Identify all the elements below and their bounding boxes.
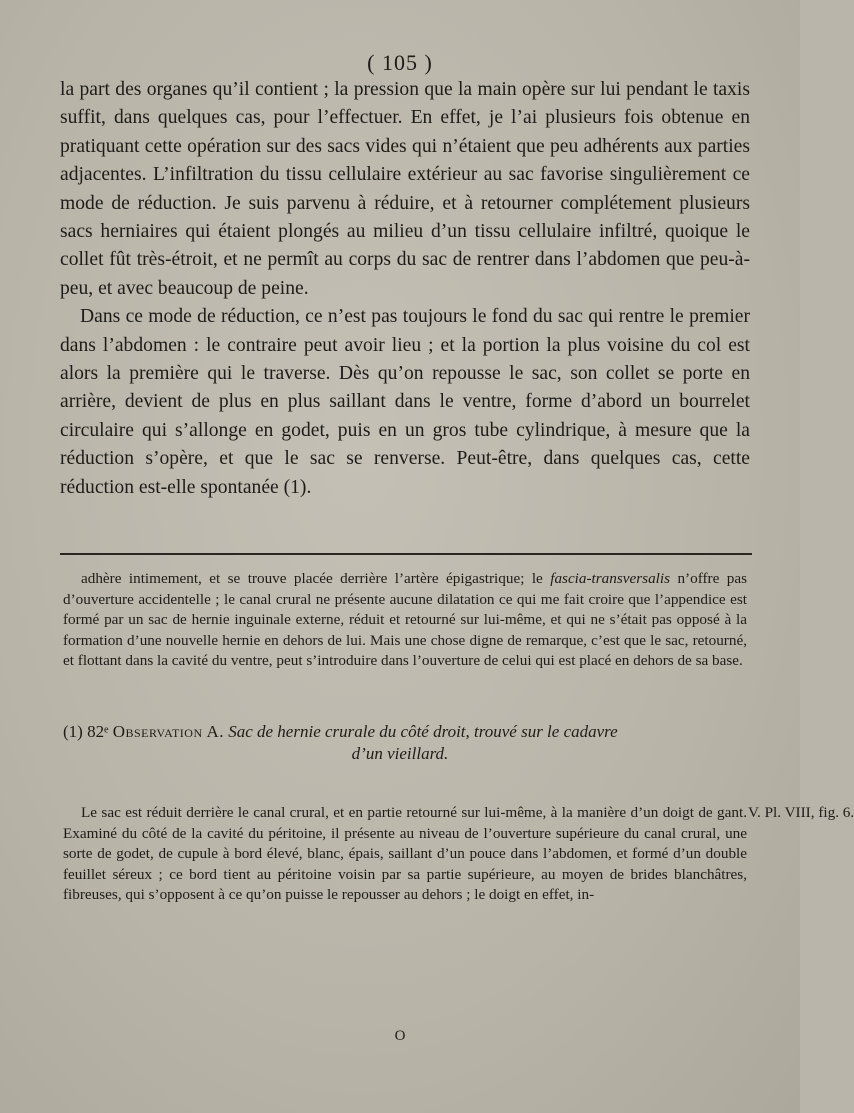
plate-reference: V. Pl. VIII, fig. 6. bbox=[748, 804, 854, 821]
observation-text: Le sac est réduit derrière le canal crural, et en partie retourné sur lui-même, à la manière d’un doigt de gant. Examiné du côté de la cavité du péritoine, il présente au niveau de l’ouverture supérieure du canal crural, une sorte de godet, de cupule à bord élevé, blanc, épais, saillant d’un pouce dans l’abdomen, et formé d’un double feuillet séreux ; ce bord tient au péritoine voisin par sa partie supérieure, au moyen de brides blanchâtres, fibreuses, qui s’opposent à ce qu’on puisse le repousser au dehors ; le doigt en effet, in- bbox=[63, 804, 747, 904]
footnote-italic-term: fascia-transversalis bbox=[550, 570, 671, 587]
observation-title-line2: d’un vieillard. bbox=[351, 744, 449, 763]
page-number: ( 105 ) bbox=[367, 50, 433, 75]
footnote-separator bbox=[60, 553, 752, 555]
footnote-continuation bbox=[63, 569, 747, 672]
observation-title-line1: Sac de hernie crurale du côté droit, trouvé sur le cadavre bbox=[228, 722, 618, 741]
main-text bbox=[60, 76, 750, 502]
footnote-marker: (1) bbox=[63, 722, 83, 741]
observation-label: Observation A. bbox=[112, 722, 224, 741]
paragraph-2: Dans ce mode de réduction, ce n’est pas toujours le fond du sac qui rentre le premier dans l’abdomen : le contraire peut avoir lieu ; et la portion la plus voisine du col est alors la première qui le traverse. Dès qu’on repousse le sac, son collet se porte en arrière, devient de plus en plus saillant dans le ventre, forme d’abord un bourrelet circulaire qui s’allonge en godet, puis en un gros tube cylindrique, à mesure que la réduction s’opère, et que le sac se renverse. Peut-être, dans quelques cas, cette réduction est-elle spontanée (1). bbox=[60, 306, 750, 498]
paragraph-1: la part des organes qu’il contient ; la pression que la main opère sur lui pendant le taxis suffit, dans quelques cas, pour l’effectuer. En effet, je l’ai plusieurs fois obtenue en pratiquant cette opération sur des sacs vides qui n’étaient que peu adhérents aux parties adjacentes. L’infiltration du tissu cellulaire extérieur au sac favorise singulièrement ce mode de réduction. Je suis parvenu à réduire, et à retourner complétement plusieurs sacs herniaires qui étaient plongés au milieu d’un tissu cellulaire infiltré, quoique le collet fût très-étroit, et ne permît au corps du sac de rentrer dans l’abdomen que peu-à-peu, et avec beaucoup de peine. bbox=[60, 79, 750, 299]
observation-number: 82ᵉ bbox=[87, 722, 109, 741]
observation-body bbox=[63, 803, 747, 906]
signature-mark: O bbox=[394, 1028, 406, 1044]
footnote-text-a: adhère intimement, et se trouve placée derrière l’artère épigastrique; le bbox=[81, 570, 551, 587]
observation-heading bbox=[63, 721, 753, 743]
footnote-text-b: n’offre pas d’ouverture accidentelle ; le canal crural ne présente aucune dilatation ce qui me fait croire que l’appendice est formé par un sac de hernie inguinale externe, réduit et retourné sur lui-même, et qui ne s’était pas opposé à la formation d’une nouvelle hernie en dehors de lui. Mais une chose digne de remarque, c’est que le sac, retourné, et flottant dans la cavité du ventre, peut s’introduire dans l’ouverture de celui qui est placé en dehors de sa base. bbox=[63, 570, 747, 670]
